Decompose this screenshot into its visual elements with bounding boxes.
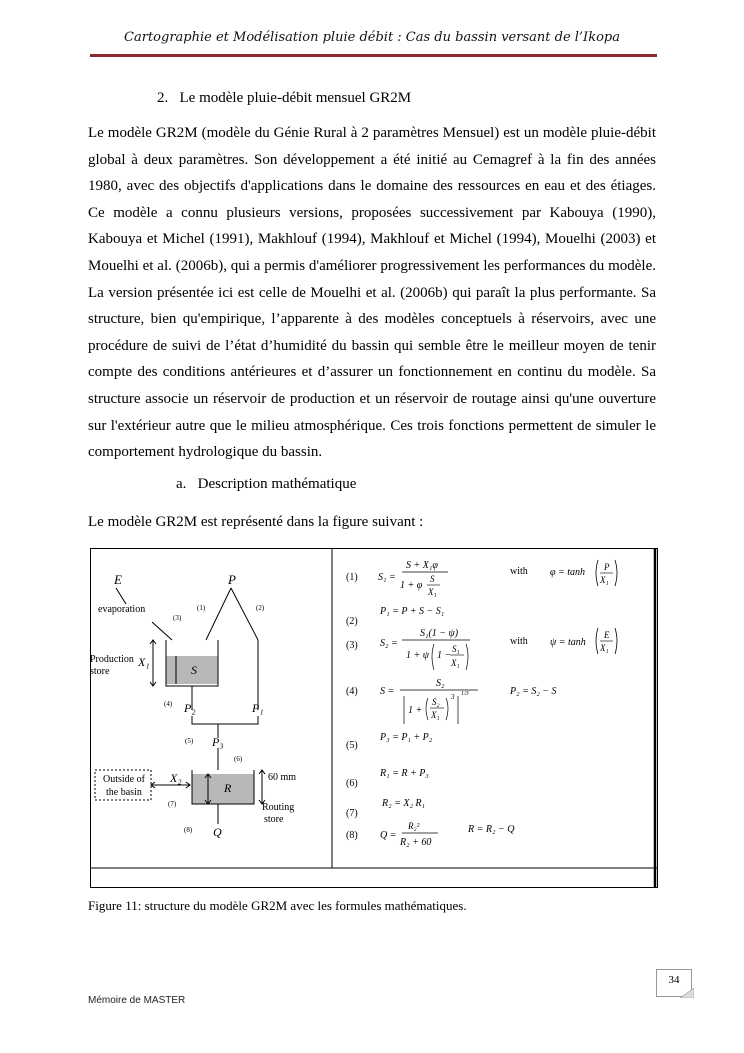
formula-1-phi <box>550 560 617 586</box>
header-rule <box>90 54 657 57</box>
label-P3: P₃ <box>212 735 224 749</box>
svg-text:S₁(1 − ψ): S₁(1 − ψ) <box>420 628 459 639</box>
formula-7: R₂ = X₂ R₁ <box>382 798 426 809</box>
svg-text:X₁: X₁ <box>451 658 460 668</box>
label-n5: (5) <box>185 737 194 745</box>
label-production-store-1: Production <box>90 654 134 665</box>
figure-intro: Le modèle GR2M est représenté dans la figure suivant : <box>88 514 424 530</box>
subsection-heading: a. Description mathématique <box>176 476 357 492</box>
svg-text:ψ = tanh: ψ = tanh <box>550 637 586 648</box>
formula-8-side: R = R₂ − Q <box>468 824 515 835</box>
svg-text:X₁: X₁ <box>428 587 437 597</box>
svg-text:1/3: 1/3 <box>461 691 469 697</box>
formula-4 <box>380 678 478 724</box>
svg-text:S₁ =: S₁ = <box>378 572 396 583</box>
svg-text:1 +: 1 + <box>408 705 423 716</box>
svg-text:R₂ + 60: R₂ + 60 <box>400 837 432 848</box>
label-outside-1: Outside of <box>103 774 145 785</box>
label-X2: X₂ <box>170 771 182 785</box>
svg-text:S =: S = <box>380 686 395 697</box>
formula-num-8: (8) <box>346 830 358 841</box>
formula-8 <box>380 821 438 848</box>
with-1: with <box>510 566 528 577</box>
label-routing-1: Routing <box>262 802 295 813</box>
with-3: with <box>510 636 528 647</box>
label-n6: (6) <box>234 755 243 763</box>
formula-num-3: (3) <box>346 640 358 651</box>
svg-text:S₂: S₂ <box>432 697 440 707</box>
structure-diagram <box>90 572 296 839</box>
svg-text:1 −: 1 − <box>437 650 452 661</box>
svg-text:X₁: X₁ <box>600 643 609 653</box>
label-R: R <box>224 781 232 795</box>
formula-panel <box>346 560 617 848</box>
label-n7: (7) <box>168 800 177 808</box>
svg-text:3: 3 <box>451 693 455 701</box>
svg-text:P: P <box>604 562 610 572</box>
label-S: S <box>191 663 197 677</box>
svg-text:S₁: S₁ <box>452 644 460 654</box>
svg-text:R₂²: R₂² <box>408 821 420 831</box>
formula-3 <box>380 628 470 670</box>
body-paragraph: Le modèle GR2M (modèle du Génie Rural à 2 paramètres Mensuel) est un modèle pluie-débit global à deux paramètres. Son développement a été initié au Cemagref à la fin des années 1980, avec des objectifs d'applications dans le domaine des ressources en eau et des étiages. Ce modèle a connu plusieurs versions, proposées successivement par Kabouya (1990), Kabouya et Michel (1991), Makhlouf (1994), Makhlouf et Michel (1994), Mouelhi (2003) et Mouelhi et al. (2006b), qui a permis d'améliorer progressivement les performances du modèle. La version présentée ici est celle de Mouelhi et al. (2006b) qui paraît la plus performante. Sa structure, bien qu'empirique, l’apparente à des modèles conceptuels à réservoirs, avec une procédure de suivi de l’état d’humidité du bassin qui semble être le meilleur moyen de tenir compte des conditions antérieures et d’assurer un fonctionnement en continu du modèle. Sa structure associe un réservoir de production et un réservoir de routage ainsi qu'une ouverture sur l'extérieur autre que le milieu atmosphérique. Ces trois fonctions permettent de simuler le comportement hydrologique du bassin. <box>88 125 656 461</box>
formula-6: R₁ = R + P₃ <box>380 768 429 779</box>
label-evaporation: evaporation <box>98 604 146 615</box>
label-Q: Q <box>213 825 222 839</box>
page-number: 34 <box>656 969 692 997</box>
label-X1: X₁ <box>138 655 150 669</box>
formula-num-2: (2) <box>346 616 358 627</box>
svg-text:φ = tanh: φ = tanh <box>550 567 586 578</box>
label-P2: P₂ <box>184 701 196 715</box>
label-E: E <box>114 572 122 587</box>
svg-text:1 + φ: 1 + φ <box>400 580 423 591</box>
label-60mm: 60 mm <box>268 772 297 783</box>
section-heading: 2. Le modèle pluie-débit mensuel GR2M <box>157 90 412 106</box>
label-outside-2: the basin <box>106 787 142 798</box>
label-n3: (3) <box>173 614 182 622</box>
formula-num-5: (5) <box>346 740 358 751</box>
label-n8: (8) <box>184 826 193 834</box>
formula-4-side: P₂ = S₂ − S <box>510 686 557 697</box>
formula-num-4: (4) <box>346 686 358 697</box>
svg-text:X₁: X₁ <box>600 575 609 585</box>
formula-num-7: (7) <box>346 808 358 819</box>
label-n4: (4) <box>164 700 173 708</box>
formula-2: P₁ = P + S − S₁ <box>380 606 445 617</box>
svg-text:Q =: Q = <box>380 830 397 841</box>
formula-num-1: (1) <box>346 572 358 583</box>
formula-5: P₃ = P₁ + P₂ <box>380 732 433 743</box>
label-P1: P₁ <box>252 701 264 715</box>
label-n1: (1) <box>197 604 206 612</box>
svg-text:X₁: X₁ <box>431 710 440 720</box>
svg-text:E: E <box>604 630 610 640</box>
figure-caption: Figure 11: structure du modèle GR2M avec les formules mathématiques. <box>88 898 467 913</box>
page-fold-icon <box>680 988 694 998</box>
svg-text:S: S <box>430 574 435 584</box>
svg-text:S₂ =: S₂ = <box>380 638 398 649</box>
label-production-store-2: store <box>90 666 110 677</box>
label-routing-2: store <box>264 814 284 825</box>
label-P: P <box>228 572 236 587</box>
formula-1 <box>378 560 448 597</box>
formula-num-6: (6) <box>346 778 358 789</box>
svg-text:S₂: S₂ <box>436 678 445 689</box>
running-header: Cartographie et Modélisation pluie débit : Cas du bassin versant de l’Ikopa <box>124 30 620 45</box>
footer-label: Mémoire de MASTER <box>88 995 186 1006</box>
label-n2: (2) <box>256 604 265 612</box>
gr2m-figure <box>90 548 658 888</box>
formula-3-psi <box>550 628 617 654</box>
figure-frame <box>91 549 658 888</box>
svg-text:S + X₁φ: S + X₁φ <box>406 560 438 571</box>
svg-text:1 + ψ: 1 + ψ <box>406 650 429 661</box>
